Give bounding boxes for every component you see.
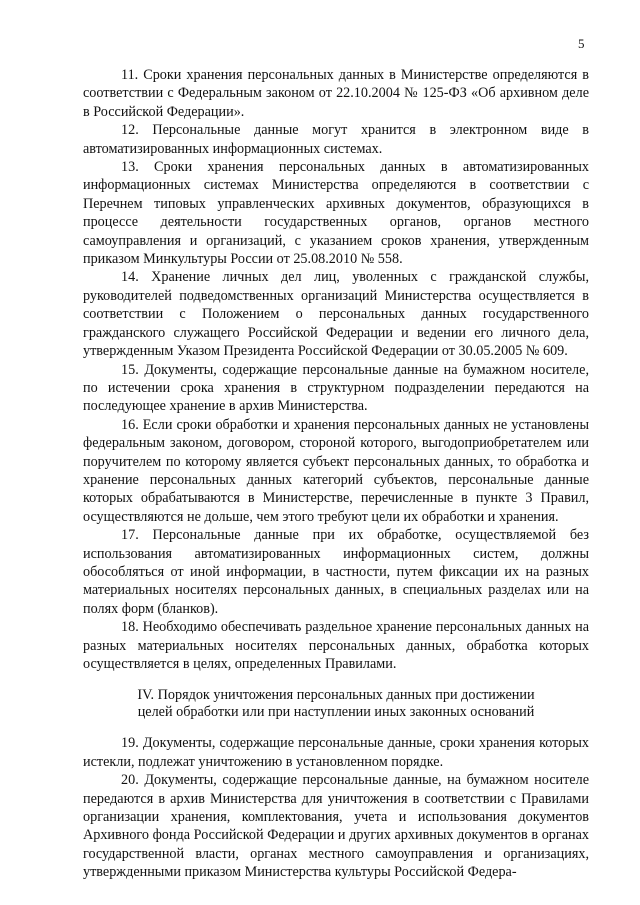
paragraph-12: 12. Персональные данные могут хранится в электронном виде в автоматизированных информационных системах.	[83, 122, 589, 157]
paragraph-15: 15. Документы, содержащие персональные данные на бумажном носителе, по истечении срока хранения в структурном подразделении передаются на последующее хранение в архив Министерства.	[83, 361, 589, 415]
paragraph-18: 18. Необходимо обеспечивать раздельное хранение персональных данных на разных материальных носителях персональных данных, обработка которых осуществляется в целях, определенных Правилами.	[83, 619, 589, 672]
paragraph-17: 17. Персональные данные при их обработке, осуществляемой без использования автоматизированных информационных систем, должны обособляться от иной информации, в частности, путем фиксации их на разных материальных носителях персональных данных, в специальных разделах или на полях форм (бланков).	[83, 527, 589, 617]
paragraph-13: 13. Сроки хранения персональных данных в автоматизированных информационных системах Министерства определяются в соответствии с Перечнем типовых управленческих архивных документов, образующихся в процессе деятельности государственных органов, органов местного самоуправления и организаций, с указанием сроков хранения, утвержденным приказом Минкультуры России от 25.08.2010 № 558.	[83, 159, 589, 268]
page-number: 5	[578, 36, 585, 51]
paragraph-16: 16. Если сроки обработки и хранения персональных данных не установлены федеральным законом, договором, стороной которого, выгодоприобретателем или поручителем по которому является субъект персональных данных, то обработка и хранение персональных данных категорий субъектов, персональные данные которых обрабатываются в Министерстве, перечисленные в пункте 3 Правил, осуществляются не дольше, чем этого требуют цели их обработки и хранения.	[83, 416, 589, 525]
paragraph-20: 20. Документы, содержащие персональные данные, на бумажном носителе передаются в архив Министерства для уничтожения в соответствии с Правилами организации хранения, комплектования, учета и использования документов Архивного фонда Российской Федерации и других архивных документов в органах государственной власти, органах местного самоуправления и организациях, утвержденными приказом Министерства культуры Российской Федера-	[83, 772, 589, 881]
paragraph-19: 19. Документы, содержащие персональные данные, сроки хранения которых истекли, подлежат уничтожению в установленном порядке.	[83, 735, 589, 770]
paragraph-14: 14. Хранение личных дел лиц, уволенных с гражданской службы, руководителей подведомственных организаций Министерства осуществляется в соответствии с Положением о персональных данных государственного гражданского служащего Российской Федерации и ведении его личного дела, утвержденным Указом Президента Российской Федерации от 30.05.2005 № 609.	[83, 269, 589, 360]
document-body	[83, 66, 589, 882]
section-heading: IV. Порядок уничтожения персональных данных при достижении целей обработки или при наступлении иных законных оснований	[137, 687, 535, 721]
paragraph-11: 11. Сроки хранения персональных данных в Министерстве определяются в соответствии с Федеральным законом от 22.10.2004 № 125-ФЗ «Об архивном деле в Российской Федерации».	[83, 67, 589, 120]
